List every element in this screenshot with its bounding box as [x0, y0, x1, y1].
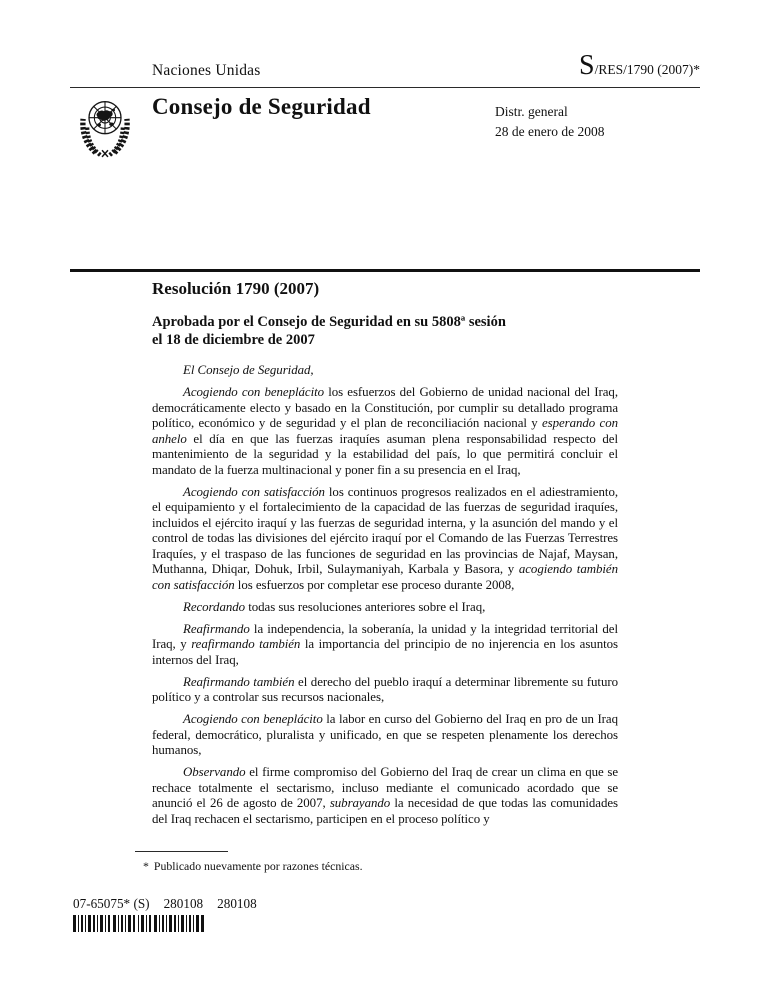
- resolution-paragraphs: [152, 363, 618, 827]
- resolution-subtitle: [152, 314, 618, 349]
- footnote-marker: *: [143, 859, 149, 873]
- resolution-paragraph: El Consejo de Seguridad,: [183, 363, 314, 377]
- resolution-body: [152, 279, 618, 834]
- resolution-paragraph: Observando el firme compromiso del Gobierno del Iraq de crear un clima en que se rechace totalmente el sectarismo, incluso mediante el comunicado acordado que se anunció el 26 de agosto de 2007, subrayando la necesidad de que todas las comunidades del Iraq rechacen el sectarismo, participen en el proceso político y: [152, 765, 618, 826]
- org-name-label: Naciones Unidas: [152, 62, 261, 79]
- section-divider-thick: [70, 269, 700, 272]
- document-symbol-reference: /RES/1790 (2007)*: [594, 62, 700, 77]
- distribution-date: 28 de enero de 2008: [495, 123, 605, 139]
- footnote-block: [135, 851, 555, 874]
- footnote-text: [143, 859, 555, 874]
- resolution-paragraph: Acogiendo con beneplácito los esfuerzos del Gobierno de unidad nacional del Iraq, democráticamente electo y basado en la Constitución, por cumplir su detallado programa político, económico y de seguridad y el plan de reconciliación nacional y esperando con anhelo el día en que las fuerzas iraquíes asuman plena responsabilidad respecto del mantenimiento de la seguridad y la estabilidad del país, lo que permitirá concluir el mandato de la fuerza multinacional y poner fin a su presencia en el Iraq,: [152, 385, 618, 477]
- document-id-line: [73, 896, 257, 912]
- distribution-label: Distr. general: [495, 104, 568, 119]
- resolution-paragraph: Acogiendo con beneplácito la labor en curso del Gobierno del Iraq en pro de un Iraq federal, democrático, pluralista y unificado, en que se respeten plenamente los derechos humanos,: [152, 712, 618, 757]
- print-stamp-2: 280108: [217, 896, 257, 911]
- resolution-paragraph: Reafirmando también el derecho del pueblo iraquí a determinar libremente su futuro político y a controlar sus recursos nacionales,: [152, 674, 618, 704]
- organ-title: Consejo de Seguridad: [152, 94, 371, 119]
- subtitle-line-1: Aprobada por el Consejo de Seguridad en su 5808ª sesión: [152, 314, 506, 330]
- subtitle-line-2: el 18 de diciembre de 2007: [152, 331, 315, 348]
- footer-block: [73, 896, 257, 932]
- document-symbol-big-letter: S: [579, 50, 595, 81]
- document-id: 07-65075* (S): [73, 896, 150, 911]
- print-stamp-1: 280108: [163, 896, 204, 911]
- header-divider-thin: [70, 87, 700, 88]
- distribution-block: [495, 102, 604, 141]
- footnote-divider: [135, 851, 228, 852]
- footnote-body: Publicado nuevamente por razones técnicas.: [153, 859, 363, 873]
- document-symbol: [579, 52, 700, 80]
- resolution-paragraph: Recordando todas sus resoluciones anteriores sobre el Iraq,: [183, 599, 486, 614]
- resolution-paragraph: Reafirmando la independencia, la soberanía, la unidad y la integridad territorial del Iraq, y reafirmando también la importancia del principio de no injerencia en los asuntos internos del Iraq,: [152, 621, 618, 667]
- resolution-paragraph: Acogiendo con satisfacción los continuos progresos realizados en el adiestramiento, el equipamiento y el fortalecimiento de la capacidad de las fuerzas de seguridad iraquíes, incluidos el ejército iraquí y las fuerzas de seguridad interna, y la asunción del mando y el control de todas las divisiones del ejército iraquí por el Comando de las Fuerzas Terrestres Iraquíes, y el traspaso de las funciones de seguridad en las provincias de Najaf, Maysan, Muthanna, Dhiqar, Dohuk, Irbil, Sulaymaniyah, Karbala y Basora, y acogiendo también con satisfacción los esfuerzos por completar ese proceso durante 2008,: [152, 484, 619, 592]
- resolution-title: Resolución 1790 (2007): [152, 279, 320, 298]
- barcode-icon: [73, 915, 204, 932]
- un-emblem-icon: [74, 94, 136, 158]
